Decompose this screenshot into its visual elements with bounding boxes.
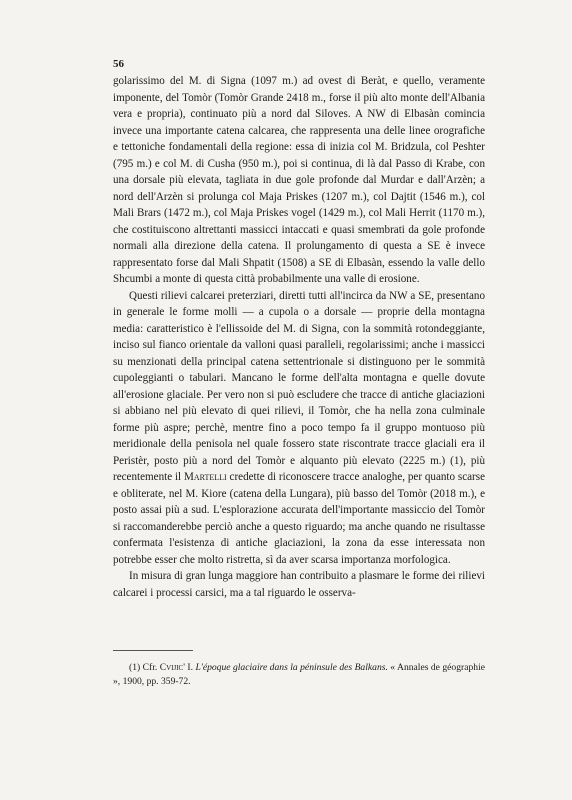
paragraph-2-text: Questi rilievi calcarei preterziari, diretti tutti all'incirca da NW a SE, presentano in generale le forme molli — a cupola o a dorsale — proprie della montagna media: caratteristico è l'ellissoide del M. di Signa, con la sommità rotondeggiante, inciso sul fianco orientale da valloni quasi paralleli, regolarissimi; anche i massicci su menzionati della principal catena settentrionale si distinguono per le sommità cupoleggianti o tabulari. Mancano le forme dell'alta montagna e quelle dovute all'erosione glaciale. Per vero non si può escludere che tracce di antiche glaciazioni si abbiano nel più elevato di quei rilievi, il Tomòr, che ha nella zona culminale forme più aspre; perchè, mentre fino a poco tempo fa il gruppo montuoso più meridionale della penisola nel quale fossero state riscontrate tracce glaciali era il Peristèr, posto più a nord del Tomòr e alquanto più elevato (2225 m.) (1), più recentemente il xyxy=(113,289,485,483)
footnote-marker: (1) Cfr. xyxy=(129,662,160,673)
footnote-rest: « Annales de géographie », 1900, pp. 359-72. xyxy=(113,662,485,687)
footnote-author: Cvijic' xyxy=(159,662,185,673)
page-number: 56 xyxy=(113,58,124,70)
body-text xyxy=(113,73,485,601)
paragraph-1: golarissimo del M. di Signa (1097 m.) ad ovest di Beràt, e quello, veramente imponente, del Tomòr (Tomòr Grande 2418 m., forse il più alto monte dell'Albania vera e propria), continuato più a nord dal Siloves. A NW di Elbasàn comincia invece una importante catena calcarea, che rappresenta una delle linee orografiche e tettoniche fondamentali della regione: essa di inizia col M. Bridzula, col Peshter (795 m.) e col M. di Cusha (950 m.), poi si continua, di là dal Passo di Krabe, con una dorsale più elevata, tagliata in due gole profonde dal Murdar e dall'Arzèn; a nord dell'Arzèn si prolunga col Maja Priskes (1207 m.), col Dajtit (1546 m.), col Mali Brars (1472 m.), col Maja Priskes vogel (1429 m.), col Mali Herrit (1170 m.), che costituiscono altrettanti massicci intaccati e quasi smembrati da gole profonde normali alla direzione della catena. Il prolungamento di questa a SE è invece rappresentato forse dal Mali Shpatit (1508) a SE di Elbasàn, essendo la valle dello Shcumbi a monte di questa città probabilmente una valle di erosione. xyxy=(113,75,485,285)
paragraph-2-rest: credette di riconoscere tracce analoghe, per quanto scarse e obliterate, nel M. Kiore (catena della Lungara), più basso del Tomòr (2018 m.), e posto assai più a sud. L'esplorazione accurata dell'importante massiccio del Tomòr si raccomanderebbe perciò anche a questo riguardo; ma anche quando ne risultasse confermata l'esistenza di antiche glaciazioni, la zona da esse interessata non potrebbe esser che molto ristretta, sì da aver scarsa importanza morfologica. xyxy=(113,471,485,566)
paragraph-3: In misura di gran lunga maggiore han contribuito a plasmare le forme dei rilievi calcarei i processi carsici, ma a tal riguardo le osserva- xyxy=(113,570,485,599)
paragraph-2 xyxy=(113,288,485,569)
author-martelli: Martelli xyxy=(183,471,227,483)
footnote-rule xyxy=(113,650,193,651)
footnote-initial: I. xyxy=(184,662,196,673)
footnote-title: L'époque glaciaire dans la péninsule des Balkans. xyxy=(195,662,388,673)
footnote xyxy=(113,661,485,688)
